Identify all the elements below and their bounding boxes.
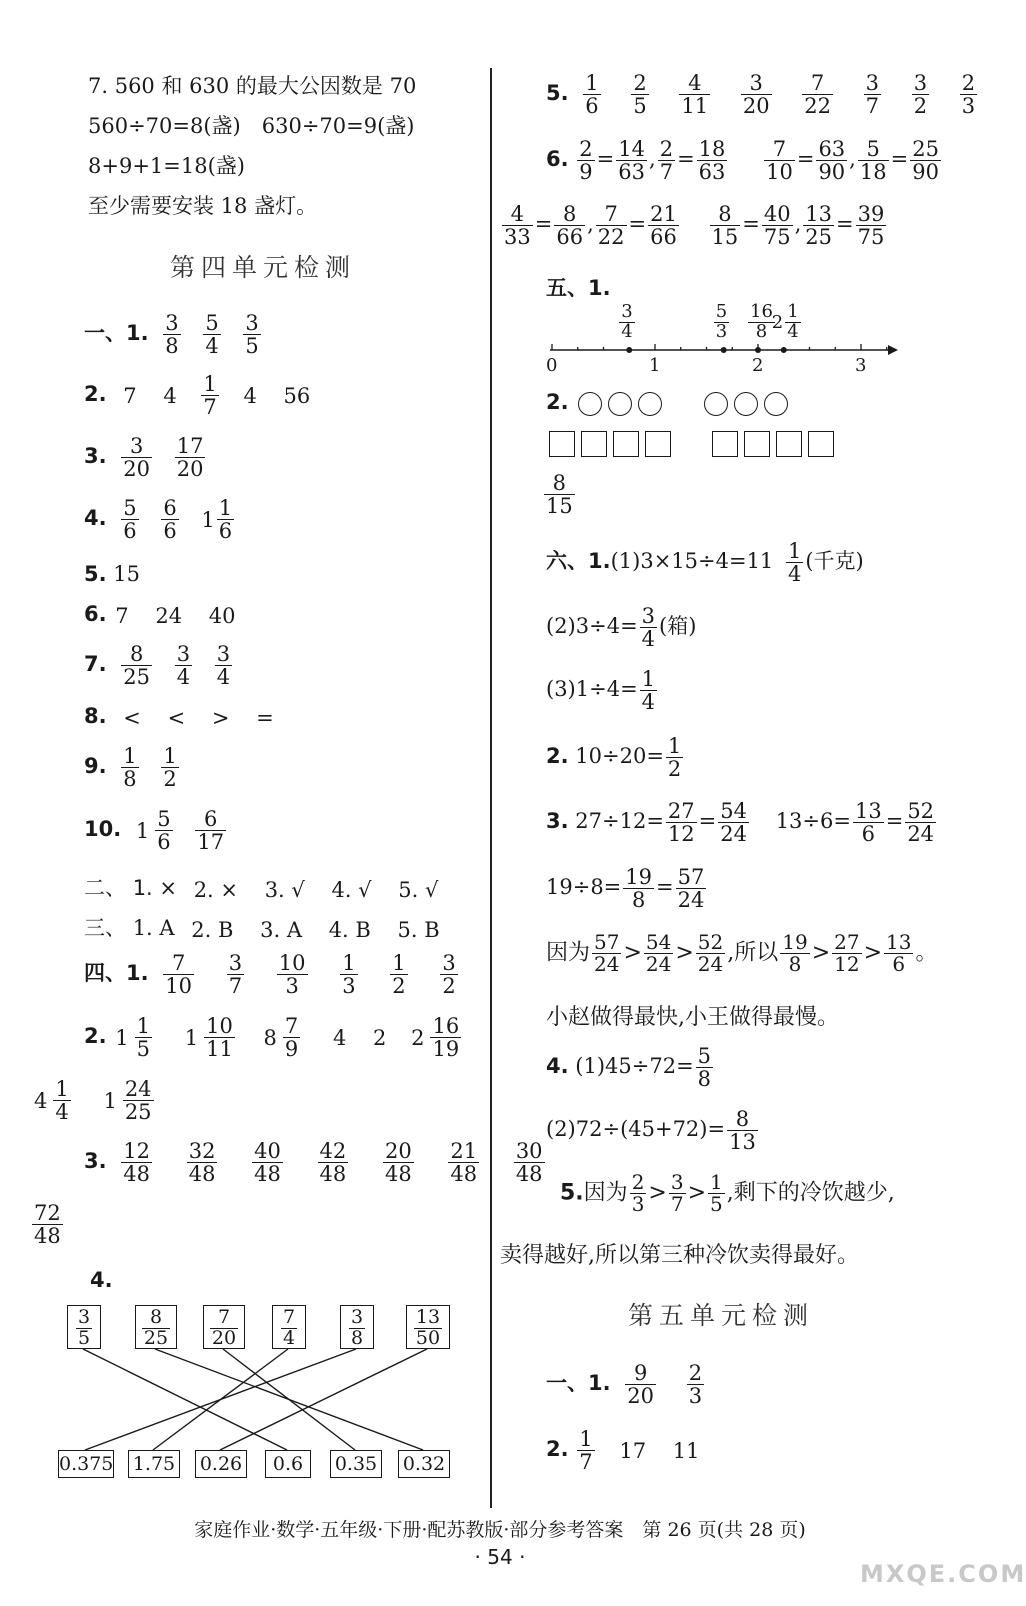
arrow-icon bbox=[888, 345, 898, 355]
s1-q9: 9. $\frac{1}{8}$ $\frac{1}{2}$ bbox=[84, 744, 177, 792]
square-shape bbox=[776, 431, 802, 457]
match-line bbox=[85, 1349, 356, 1450]
watermark: MXQE.COM bbox=[860, 1560, 1026, 1588]
q7-line4: 至少需要安装 18 盏灯。 bbox=[88, 194, 318, 218]
s4-q1: 四、1. $\frac{7}{10}$ $\frac{3}{7}$ $\frac{10}{3}$ $\frac{1}{3}$ $\frac{1}{2}$ $\frac{3}{2}$ bbox=[84, 951, 456, 999]
r-s6-q2: 2. 10÷20= $\frac{1}{2}$ bbox=[546, 734, 682, 782]
match-top-box-4: $\frac{7}{4}$ bbox=[272, 1305, 306, 1349]
square-shape bbox=[581, 431, 607, 457]
match-line bbox=[83, 1349, 287, 1450]
r-q6-row2: $\frac{4}{33}$ = $\frac{8}{66}$ , $\frac{7}{22}$ = $\frac{21}{66}$ $\frac{8}{15}$ = $\frac{40}{75}$ , $\frac{13}{25}$ = $\frac{39}{75}$ bbox=[504, 202, 885, 250]
r-q5: 5. $\frac{1}{6}$ $\frac{2}{5}$ $\frac{4}{11}$ $\frac{3}{20}$ $\frac{7}{22}$ $\frac{3}{7}$ $\frac{3}{2}$ $\frac{2}{3}$ bbox=[546, 71, 976, 119]
circle-shape bbox=[608, 392, 632, 416]
square-shape bbox=[744, 431, 770, 457]
s1-q3: 3. $\frac{3}{20}$ $\frac{17}{20}$ bbox=[84, 434, 204, 482]
s1-q8: 8. < < > = bbox=[84, 704, 274, 730]
circle-shape bbox=[638, 392, 662, 416]
page-footer: 家庭作业·数学·五年级·下册·配苏教版·部分参考答案 第 26 页(共 28 页) bbox=[194, 1519, 806, 1541]
match-bottom-box-5: 0.35 bbox=[330, 1450, 382, 1478]
match-top-box-3: $\frac{7}{20}$ bbox=[203, 1305, 245, 1349]
circle-shape bbox=[734, 392, 758, 416]
point-label: $\frac{3}{4}$ bbox=[621, 301, 633, 342]
s4-q4-label: 4. bbox=[90, 1268, 113, 1292]
match-bottom-box-6: 0.32 bbox=[398, 1450, 450, 1478]
fraction: $\frac{5}{4}$ bbox=[205, 311, 219, 359]
s1-label: 一、1. bbox=[84, 321, 149, 346]
r-s6-q4-2: (2)72÷(45+72)= $\frac{8}{13}$ bbox=[546, 1107, 756, 1155]
circle-shape bbox=[764, 392, 788, 416]
point-marker bbox=[755, 347, 761, 353]
point-label: 2 $\frac{1}{4}$ bbox=[771, 301, 799, 342]
r-s6-q5-line1: 5.因为 $\frac{2}{3}$ > $\frac{3}{7}$ > $\frac{1}{5}$ ,剩下的冷饮越少, bbox=[560, 1170, 895, 1216]
s4-q2: 2. 1 $\frac{1}{5}$ 1 $\frac{10}{11}$ 8 $\frac{7}{9}$ 4 2 2 $\frac{16}{19}$ bbox=[84, 1014, 460, 1062]
s4-q3-extra: $\frac{72}{48}$ bbox=[34, 1201, 61, 1249]
r-u5-q1: 一、1. $\frac{9}{20}$ $\frac{2}{3}$ bbox=[546, 1361, 703, 1409]
unit4-title: 第四单元检测 bbox=[170, 253, 357, 282]
r-s6-q1-2: (2)3÷4= $\frac{3}{4}$ (箱) bbox=[546, 604, 697, 652]
fraction: $\frac{3}{5}$ bbox=[245, 311, 259, 359]
match-bottom-box-3: 0.26 bbox=[195, 1450, 247, 1478]
fraction: $\frac{1}{7}$ bbox=[203, 372, 217, 420]
s1-q2: 2. 7 4 $\frac{1}{7}$ 4 56 bbox=[84, 372, 311, 420]
unit5-title: 第五单元检测 bbox=[628, 1301, 815, 1330]
r-u5-q2: 2. $\frac{1}{7}$ 17 11 bbox=[546, 1427, 700, 1475]
match-bottom-box-2: 1.75 bbox=[128, 1450, 180, 1478]
point-marker bbox=[721, 347, 727, 353]
s2-row: 二、 1. × 2. × 3. √ 4. √ 5. √ bbox=[84, 876, 439, 902]
r-s6-q1-1: 六、1.(1)3×15÷4=11 $\frac{1}{4}$ (千克) bbox=[546, 539, 864, 587]
match-top-box-2: $\frac{8}{25}$ bbox=[135, 1305, 177, 1349]
s1-q7: 7. $\frac{8}{25}$ $\frac{3}{4}$ $\frac{3}{4}$ bbox=[84, 642, 231, 690]
r-s6-q3-conclusion: 小赵做得最快,小王做得最慢。 bbox=[546, 1005, 839, 1030]
square-shape bbox=[712, 431, 738, 457]
point-marker bbox=[626, 347, 632, 353]
match-top-box-5: $\frac{3}{8}$ bbox=[340, 1305, 374, 1349]
point-label: $\frac{5}{3}$ bbox=[715, 301, 728, 342]
point-label: $\frac{16}{8}$ bbox=[750, 301, 773, 342]
q7-line3: 8+9+1=18(盏) bbox=[88, 154, 245, 178]
match-line bbox=[220, 1349, 427, 1450]
r-s5-q2-frac: $\frac{8}{15}$ bbox=[546, 471, 573, 519]
s1-q4: 4. $\frac{5}{6}$ $\frac{6}{6}$ 1 $\frac{1}{6}$ bbox=[84, 496, 233, 544]
s4-q3: 3. $\frac{12}{48}$ $\frac{32}{48}$ $\frac{40}{48}$ $\frac{42}{48}$ $\frac{20}{48}$ $\frac{21}{48}$ $\frac{30}{48}$ bbox=[84, 1139, 543, 1187]
s4-q2-cont: 4 $\frac{1}{4}$ 1 $\frac{24}{25}$ bbox=[34, 1077, 152, 1125]
q7-line1: 7. 560 和 630 的最大公因数是 70 bbox=[88, 74, 417, 98]
r-s5-label: 五、1. bbox=[546, 276, 611, 300]
s1-q10: 10. 1 $\frac{5}{6}$ $\frac{6}{17}$ bbox=[84, 807, 225, 855]
match-line bbox=[223, 1349, 355, 1450]
q7-line2: 560÷70=8(盏) 630÷70=9(盏) bbox=[88, 114, 415, 138]
r-s6-q3-compare: 因为 $\frac{57}{24}$ > $\frac{54}{24}$ > $\frac{52}{24}$ ,所以 $\frac{19}{8}$ > $\frac{27}{12}$ > $\frac{13}{6}$ 。 bbox=[546, 930, 938, 976]
circle-shape bbox=[704, 392, 728, 416]
r-s5-q2-squares bbox=[546, 430, 837, 457]
page-number: · 54 · bbox=[474, 1545, 526, 1569]
tick-label: 1 bbox=[649, 355, 661, 376]
r-s6-q3-line1: 3. 27÷12= $\frac{27}{12}$ = $\frac{54}{24}$ 13÷6= $\frac{13}{6}$ = $\frac{52}{24}$ bbox=[546, 799, 935, 847]
r-s6-q1-3: (3)1÷4= $\frac{1}{4}$ bbox=[546, 667, 656, 715]
match-bottom-box-1: 0.375 bbox=[58, 1450, 114, 1478]
r-q6-row1: 6. $\frac{2}{9}$ = $\frac{14}{63}$ , $\frac{2}{7}$ = $\frac{18}{63}$ $\frac{7}{10}$ = $\frac{63}{90}$ , $\frac{5}{18}$ = $\frac{25}{90}$ bbox=[546, 137, 939, 185]
tick-label: 2 bbox=[752, 355, 764, 376]
r-s6-q4-1: 4. (1)45÷72= $\frac{5}{8}$ bbox=[546, 1044, 712, 1092]
r-s6-q3-line2: 19÷8= $\frac{19}{8}$ = $\frac{57}{24}$ bbox=[546, 865, 705, 913]
circle-shape bbox=[578, 392, 602, 416]
square-shape bbox=[645, 431, 671, 457]
square-shape bbox=[549, 431, 575, 457]
match-bottom-box-4: 0.6 bbox=[265, 1450, 311, 1478]
s1-q5: 5. 15 bbox=[84, 562, 141, 586]
match-top-box-6: $\frac{13}{50}$ bbox=[406, 1305, 450, 1349]
tick-label: 3 bbox=[855, 355, 867, 376]
match-top-box-1: $\frac{3}{5}$ bbox=[67, 1305, 101, 1349]
square-shape bbox=[613, 431, 639, 457]
square-shape bbox=[808, 431, 834, 457]
r-s5-q2: 2. bbox=[546, 390, 791, 416]
s3-row: 三、 1. A 2. B 3. A 4. B 5. B bbox=[84, 916, 440, 942]
fraction: $\frac{3}{8}$ bbox=[165, 311, 179, 359]
r-s6-q5-line2: 卖得越好,所以第三种冷饮卖得最好。 bbox=[500, 1243, 859, 1268]
tick-label: 0 bbox=[546, 355, 558, 376]
point-marker bbox=[781, 347, 787, 353]
s1-q6: 6. 7 24 40 bbox=[84, 602, 236, 628]
